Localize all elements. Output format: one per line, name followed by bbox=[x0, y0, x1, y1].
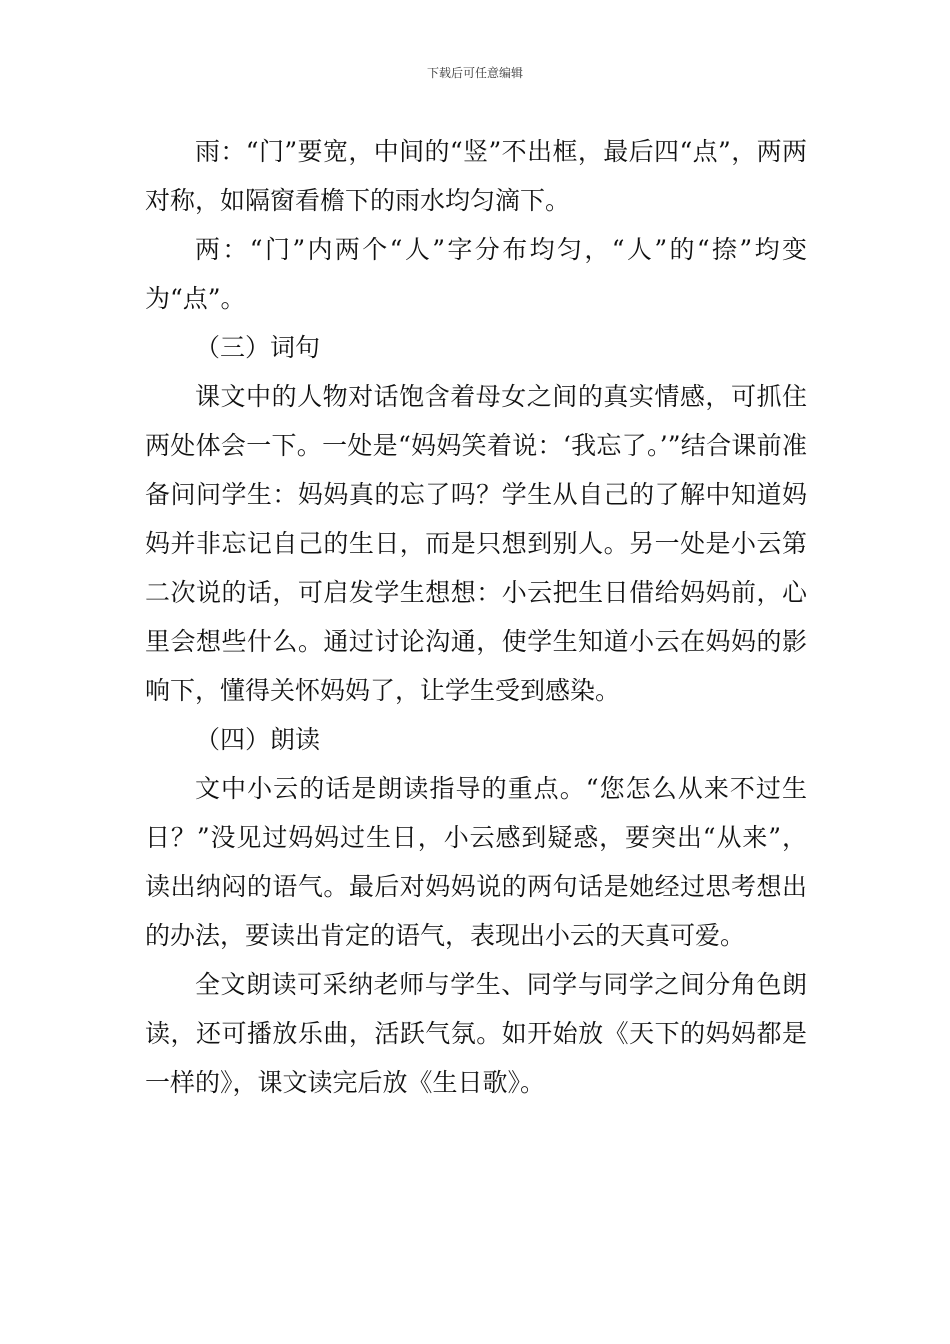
paragraph-full-reading: 全文朗读可采纳老师与学生、同学与同学之间分角色朗读，还可播放乐曲，活跃气氛。如开始放《天下的妈妈都是一样的》，课文读完后放《生日歌》。 bbox=[145, 970, 807, 1097]
paragraph-rain-character: 雨：“门”要宽，中间的“竖”不出框，最后四“点”，两两对称，如隔窗看檐下的雨水均匀滴下。 bbox=[145, 137, 807, 215]
paragraph-dialogue: 课文中的人物对话饱含着母女之间的真实情感，可抓住两处体会一下。一处是“妈妈笑着说：‘我忘了。’”结合课前准备问问学生：妈妈真的忘了吗？学生从自己的了解中知道妈妈并非忘记自己的生日，而是只想到别人。另一处是小云第二次说的话，可启发学生想想：小云把生日借给妈妈前，心里会想些什么。通过讨论沟通，使学生知道小云在妈妈的影响下，懂得关怀妈妈了，让学生受到感染。 bbox=[145, 382, 807, 705]
section-heading-reading: （四）朗读 bbox=[195, 725, 321, 754]
paragraph-two-character: 两：“门”内两个“人”字分布均匀，“人”的“捺”均变为“点”。 bbox=[145, 235, 807, 313]
paragraph-reading-guidance: 文中小云的话是朗读指导的重点。“您怎么从来不过生日？”没见过妈妈过生日，小云感到疑惑，要突出“从来”，读出纳闷的语气。最后对妈妈说的两句话是她经过思考想出的办法，要读出肯定的语气，表现出小云的天真可爱。 bbox=[145, 774, 807, 950]
document-body bbox=[145, 127, 807, 1107]
page-header: 下载后可任意编辑 bbox=[426, 66, 523, 80]
section-heading-words: （三）词句 bbox=[195, 333, 321, 362]
